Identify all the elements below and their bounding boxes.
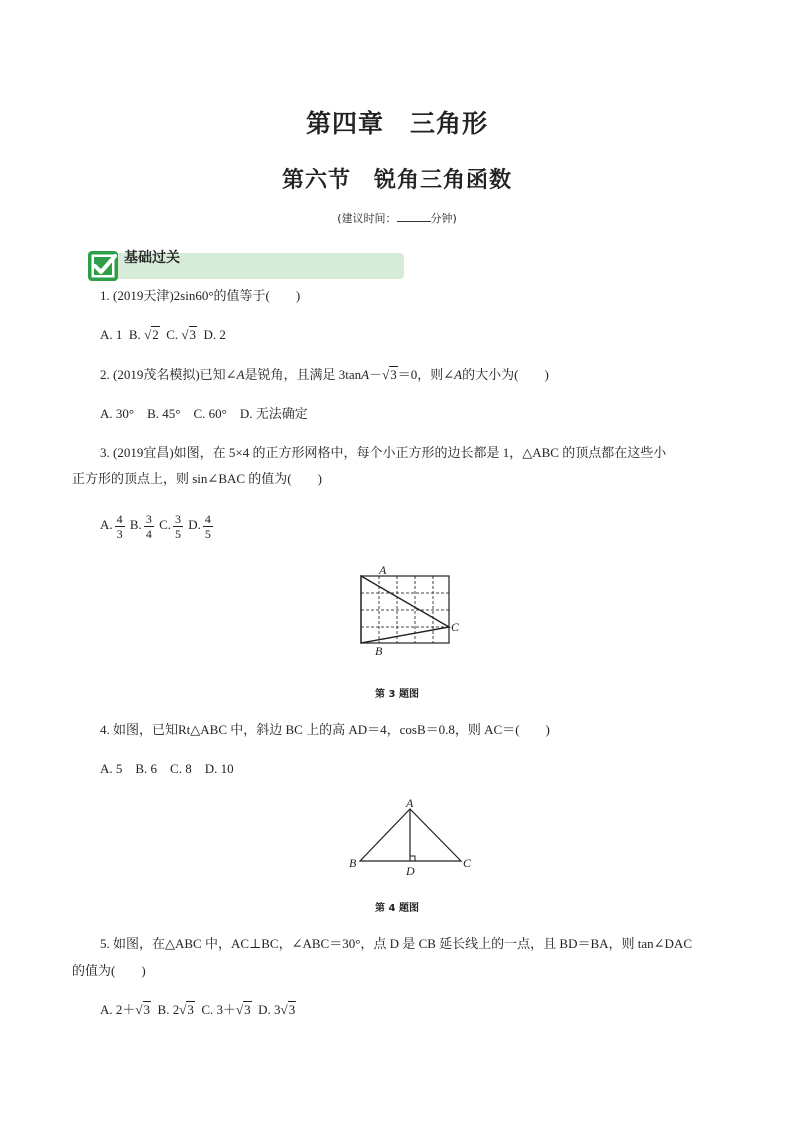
- q3-label-c: C: [451, 620, 460, 634]
- q1-option-b-label: B.: [128, 327, 141, 342]
- q2-options: A. 30° B. 45° C. 60° D. 无法确定: [100, 406, 308, 421]
- q1-option-a: A. 1: [100, 327, 123, 342]
- banner-title: 基础过关: [124, 250, 180, 266]
- q1-option-c-sqrt: √3: [181, 327, 197, 342]
- q4-stem: 4. 如图，已知Rt△ABC 中，斜边 BC 上的高 AD＝4，cosB＝0.8，则 AC＝( ): [100, 722, 550, 737]
- suggested-time-suffix: 分钟): [430, 212, 457, 225]
- q4-label-a: A: [406, 796, 414, 810]
- q3-label-b: B: [375, 644, 383, 658]
- suggested-time: [0, 210, 794, 226]
- check-icon: [88, 251, 118, 281]
- section-title: 第六节 锐角三角函数: [281, 168, 512, 193]
- suggested-time-prefix: (建议时间：: [337, 212, 397, 225]
- q4-label-b: B: [349, 856, 357, 870]
- q3-grid-figure: [345, 562, 465, 662]
- q4-label-d: D: [406, 864, 415, 878]
- q1-option-b-sqrt: √2: [144, 327, 159, 342]
- q3-stem-line2: 正方形的顶点上，则 sin∠BAC 的值为( ): [72, 471, 322, 486]
- q1-options: [100, 325, 226, 345]
- q3-stem-line1: 3. (2019宜昌)如图，在 5×4 的正方形网格中，每个小正方形的边长都是 1，△ABC 的顶点都在这些小: [100, 445, 667, 460]
- q5-stem-line2: 的值为( ): [72, 963, 146, 978]
- q5-stem-line1: 5. 如图，在△ABC 中，AC⊥BC，∠ABC＝30°，点 D 是 CB 延长线上的一点，且 BD＝BA，则 tan∠DAC: [100, 936, 692, 951]
- q4-triangle-figure: [340, 794, 480, 879]
- q4-caption: 第 4 题图: [375, 903, 419, 914]
- q1-option-d: D. 2: [203, 327, 226, 342]
- q3-label-a: A: [379, 563, 387, 577]
- q3-option-b-frac: $\frac{3}{4}$: [145, 511, 152, 541]
- q4-options: A. 5 B. 6 C. 8 D. 10: [100, 761, 234, 776]
- q4-label-c: C: [463, 856, 472, 870]
- q1-stem: 1. (2019天津)2sin60°的值等于( ): [100, 288, 301, 303]
- q1-option-c-label: C.: [166, 327, 179, 342]
- q3-caption: 第 3 题图: [375, 689, 419, 700]
- q3-option-a-frac: $\frac{4}{3}$: [116, 511, 123, 541]
- q2-stem: 2. (2019茂名模拟)已知∠A是锐角，且满足 3tanA－√3＝0，则∠A的大小为( ): [100, 367, 549, 382]
- chapter-title: 第四章 三角形: [305, 109, 488, 138]
- q3-option-d-frac: $\frac{4}{5}$: [204, 511, 211, 541]
- q3-options: A. $\frac{4}{3}$ B. $\frac{3}{4}$ C. $\frac{3}{5}$ D. $\frac{4}{5}$: [100, 511, 211, 541]
- time-blank[interactable]: [397, 211, 431, 222]
- q5-options: A. 2＋√3 B. 2√3 C. 3＋√3 D. 3√3: [100, 1002, 296, 1017]
- q3-option-c-frac: $\frac{3}{5}$: [174, 511, 181, 541]
